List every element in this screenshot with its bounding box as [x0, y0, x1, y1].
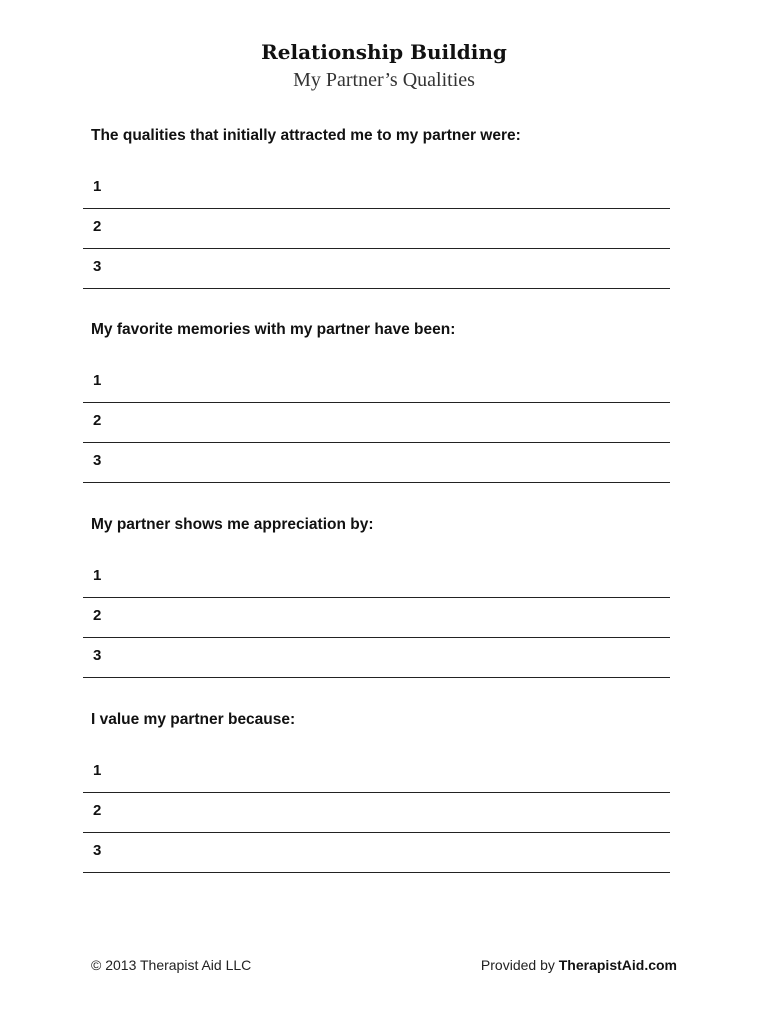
provided-by-label: Provided by — [480, 957, 559, 973]
provided-by — [481, 957, 677, 973]
answer-line-2[interactable] — [83, 598, 670, 638]
section-appreciation — [83, 514, 670, 678]
line-number: 2 — [93, 218, 102, 235]
section-memories — [83, 319, 670, 483]
answer-line-3[interactable] — [83, 638, 670, 678]
line-number: 1 — [93, 178, 102, 195]
answer-line-1[interactable] — [83, 753, 670, 793]
worksheet-header — [0, 38, 768, 94]
line-number: 1 — [93, 372, 102, 389]
answer-line-3[interactable] — [83, 833, 670, 873]
answer-rows — [83, 169, 670, 289]
page-subtitle: My Partner’s Qualities — [293, 69, 475, 91]
answer-line-1[interactable] — [83, 558, 670, 598]
line-number: 2 — [93, 607, 102, 624]
answer-line-2[interactable] — [83, 403, 670, 443]
answer-line-1[interactable] — [83, 363, 670, 403]
line-number: 3 — [93, 258, 102, 275]
section-attraction — [83, 125, 670, 289]
line-number: 1 — [93, 567, 102, 584]
section-prompt: My favorite memories with my partner have been: — [91, 321, 456, 338]
answer-rows — [83, 363, 670, 483]
line-number: 3 — [93, 842, 102, 859]
line-number: 2 — [93, 412, 102, 429]
answer-line-3[interactable] — [83, 249, 670, 289]
answer-rows — [83, 753, 670, 873]
answer-line-1[interactable] — [83, 169, 670, 209]
answer-line-3[interactable] — [83, 443, 670, 483]
line-number: 1 — [93, 762, 102, 779]
line-number: 3 — [93, 452, 102, 469]
section-prompt: I value my partner because: — [91, 711, 296, 728]
line-number: 2 — [93, 802, 102, 819]
copyright-notice: © 2013 Therapist Aid LLC — [91, 957, 252, 973]
answer-line-2[interactable] — [83, 793, 670, 833]
section-prompt: My partner shows me appreciation by: — [91, 516, 374, 533]
answer-line-2[interactable] — [83, 209, 670, 249]
answer-rows — [83, 558, 670, 678]
page-title: Relationship Building — [261, 40, 507, 64]
section-value — [83, 709, 670, 873]
brand-link[interactable]: TherapistAid.com — [558, 957, 677, 973]
line-number: 3 — [93, 647, 102, 664]
section-prompt: The qualities that initially attracted me to my partner were: — [91, 127, 521, 144]
